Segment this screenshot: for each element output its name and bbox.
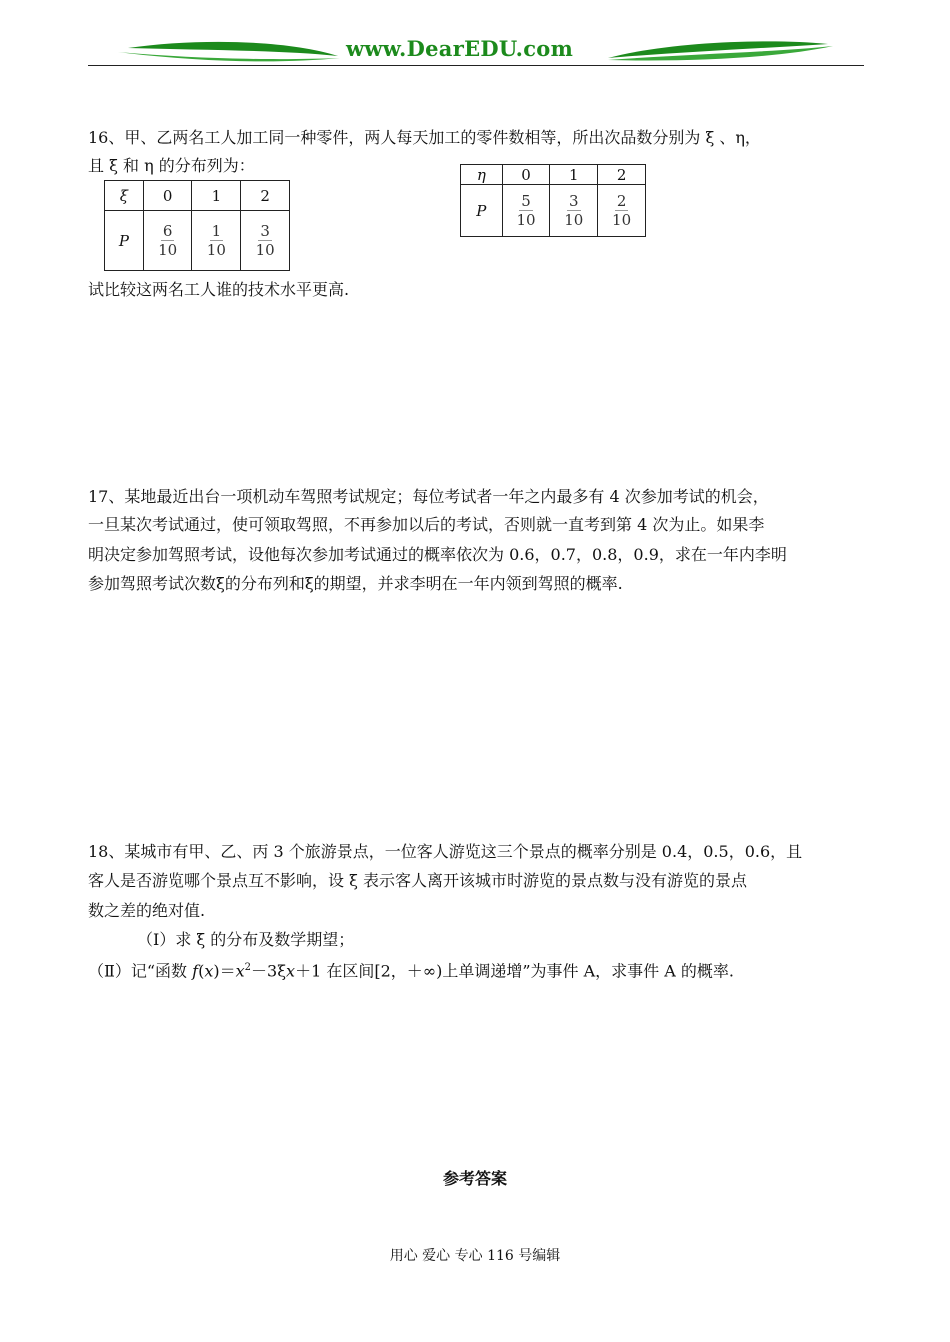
eta-prob-cell: $\frac{5}{10}$	[502, 185, 550, 237]
eta-value-cell: 2	[598, 165, 646, 185]
eta-distribution-table	[460, 164, 646, 237]
site-logo-text: www.DearEDU.com	[346, 36, 574, 61]
xi-prob-cell: $\frac{3}{10}$	[241, 211, 290, 271]
q18-line: 数之差的绝对值.	[88, 901, 206, 920]
q18-part-2: （Ⅱ）记“函数 $f(x)=x^2-3\xi x+1$ 在区间[2，＋∞)上单调递增”为事件 A，求事件 A 的概率.	[88, 961, 734, 981]
q18-line: 18、某城市有甲、乙、丙 3 个旅游景点，一位客人游览这三个景点的概率分别是 0.4，0.5，0.6，且	[88, 842, 803, 861]
q16-line-3: 试比较这两名工人谁的技术水平更高.	[88, 280, 350, 299]
eta-prob-cell: $\frac{2}{10}$	[598, 185, 646, 237]
xi-prob-cell: $\frac{1}{10}$	[192, 211, 241, 271]
header-logo	[88, 30, 864, 74]
q17-line: 明决定参加驾照考试，设他每次参加考试通过的概率依次为 0.6，0.7，0.8，0.9，求在一年内李明	[88, 545, 787, 564]
header-divider	[88, 65, 864, 66]
q16-line-1: 16、甲、乙两名工人加工同一种零件，两人每天加工的零件数相等，所出次品数分别为 ξ 、η，	[88, 128, 761, 147]
q17-line: 参加驾照考试次数ξ的分布列和ξ的期望，并求李明在一年内领到驾照的概率.	[88, 574, 623, 593]
xi-p-label-cell: P	[105, 211, 144, 271]
q16-line-2: 且 ξ 和 η 的分布列为：	[88, 156, 255, 175]
xi-var-cell: ξ	[105, 181, 144, 211]
q18-part-1: （Ⅰ）求 ξ 的分布及数学期望；	[137, 930, 355, 949]
q18-line: 客人是否游览哪个景点互不影响，设 ξ 表示客人离开该城市时游览的景点数与没有游览的景点	[88, 871, 747, 890]
xi-value-cell: 2	[241, 181, 290, 211]
eta-value-cell: 0	[502, 165, 550, 185]
xi-distribution-table	[104, 180, 290, 271]
q17-line: 17、某地最近出台一项机动车驾照考试规定；每位考试者一年之内最多有 4 次参加考试的机会，	[88, 487, 769, 506]
q17-line: 一旦某次考试通过，使可领取驾照，不再参加以后的考试，否则就一直考到第 4 次为止。如果李	[88, 515, 765, 534]
eta-prob-cell: $\frac{3}{10}$	[550, 185, 598, 237]
answer-section-title: 参考答案	[442, 1169, 507, 1188]
xi-prob-cell: $\frac{6}{10}$	[143, 211, 192, 271]
page-footer: 用心 爱心 专心 116 号编辑	[389, 1248, 561, 1264]
xi-value-cell: 1	[192, 181, 241, 211]
eta-value-cell: 1	[550, 165, 598, 185]
eta-p-label-cell: P	[461, 185, 503, 237]
eta-var-cell: η	[461, 165, 503, 185]
xi-value-cell: 0	[143, 181, 192, 211]
